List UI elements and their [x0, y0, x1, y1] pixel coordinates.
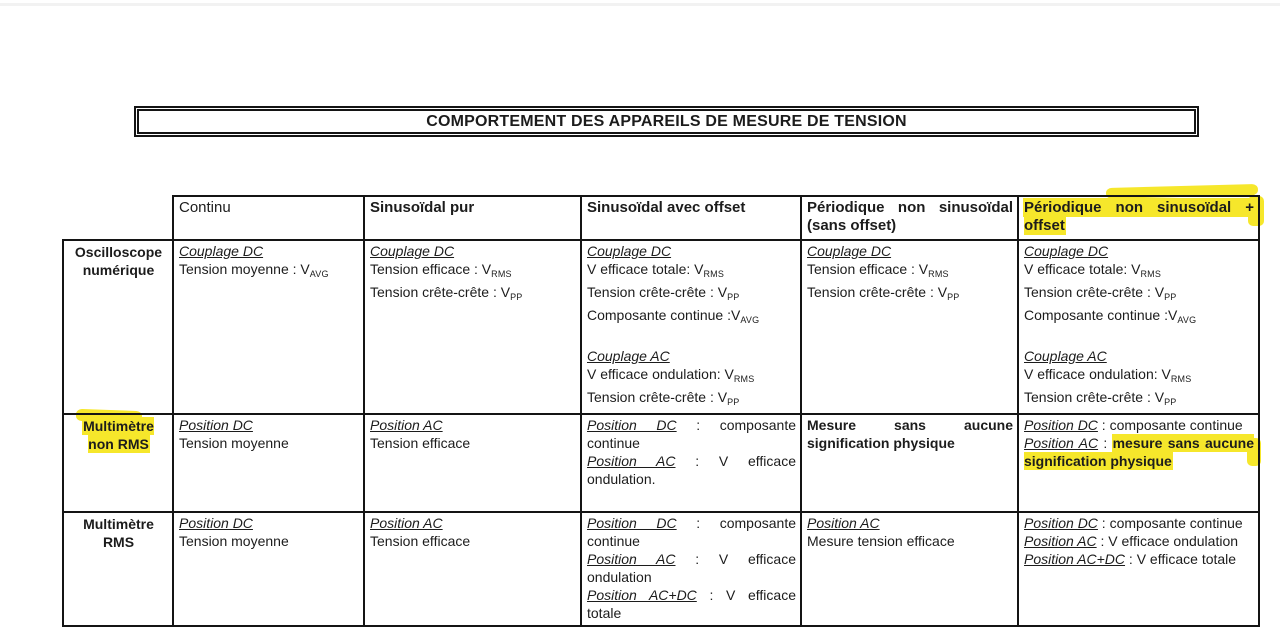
cell-paragraph — [587, 242, 796, 260]
cell-paragraph — [587, 416, 796, 452]
table-cell — [801, 512, 1018, 626]
cell-paragraph — [587, 388, 796, 411]
text-run: Sinusoïdal avec offset — [587, 199, 746, 216]
text-run: : composante continue — [1097, 417, 1243, 433]
table-cell — [581, 512, 801, 626]
text-run: AVG — [740, 315, 760, 325]
cell-paragraph — [807, 260, 1013, 283]
text-run: Tension crête-crête : V — [807, 284, 948, 300]
text-run: : composante continue — [587, 515, 797, 549]
cell-paragraph — [1024, 329, 1254, 347]
table-row — [63, 512, 1259, 626]
text-run: Couplage DC — [179, 243, 264, 259]
text-run: Position AC — [1024, 435, 1099, 451]
text-run: Oscilloscope numérique — [74, 244, 163, 278]
text-run: : V efficace ondulation — [1096, 533, 1239, 549]
text-run: RMS — [733, 374, 755, 384]
text-run: RMS — [1170, 374, 1192, 384]
text-run: Position DC — [179, 417, 253, 433]
table-cell — [1018, 512, 1259, 626]
table-cell — [364, 240, 581, 414]
cell-paragraph — [587, 260, 796, 283]
cell-paragraph — [179, 199, 359, 217]
document-title: COMPORTEMENT DES APPAREILS DE MESURE DE TENSION — [137, 109, 1196, 134]
cell-paragraph — [807, 283, 1013, 306]
table-row — [63, 240, 1259, 414]
table-row — [63, 414, 1259, 512]
row-label — [63, 240, 173, 414]
table-cell — [173, 414, 364, 512]
cell-paragraph — [587, 550, 796, 586]
cell-paragraph — [69, 515, 168, 551]
cell-paragraph — [179, 416, 359, 434]
text-run: PP — [1164, 397, 1177, 407]
text-run: Position AC — [370, 417, 443, 433]
row-label — [63, 512, 173, 626]
highlighted-text-run: mesure sans aucune signification physique — [1024, 435, 1254, 469]
text-run: Couplage AC — [587, 348, 670, 364]
cell-paragraph — [370, 514, 576, 532]
cell-paragraph — [1024, 550, 1254, 568]
cell-paragraph — [587, 283, 796, 306]
text-run: AVG — [309, 269, 329, 279]
text-run: : V efficace totale — [587, 587, 796, 621]
cell-paragraph — [370, 199, 576, 217]
text-run: V efficace ondulation: V — [1024, 366, 1171, 382]
text-run: Position AC — [1024, 533, 1097, 549]
text-run: Tension efficace : V — [370, 261, 492, 277]
text-run: Position AC — [370, 515, 443, 531]
row-label — [63, 414, 173, 512]
cell-paragraph — [69, 243, 168, 279]
cell-paragraph — [587, 365, 796, 388]
cell-paragraph — [587, 306, 796, 329]
text-run: Couplage AC — [1024, 348, 1107, 364]
text-run: Multimètre RMS — [83, 516, 154, 550]
text-run: Tension moyenne : V — [179, 261, 310, 277]
text-run: Continu — [179, 199, 231, 216]
column-header-2 — [364, 196, 581, 240]
text-run: Tension crête-crête : V — [587, 389, 728, 405]
cell-paragraph — [370, 260, 576, 283]
cell-paragraph — [807, 242, 1013, 260]
table-cell — [581, 240, 801, 414]
text-run: Position DC — [179, 515, 253, 531]
cell-paragraph — [807, 514, 1013, 532]
cell-paragraph — [1024, 514, 1254, 532]
cell-paragraph — [587, 329, 796, 347]
table-cell — [364, 512, 581, 626]
table-cell — [173, 512, 364, 626]
text-run: Couplage DC — [587, 243, 672, 259]
text-run: : V efficace totale — [1125, 551, 1237, 567]
cell-paragraph — [1024, 260, 1254, 283]
text-run: AVG — [1177, 315, 1197, 325]
text-run: Position DC — [587, 515, 677, 531]
cell-paragraph — [1024, 365, 1254, 388]
text-run: Position DC — [1024, 417, 1098, 433]
cell-paragraph — [1024, 532, 1254, 550]
table-cell — [801, 414, 1018, 512]
text-run: Position DC — [587, 417, 677, 433]
text-run: Tension moyenne — [179, 435, 289, 451]
cell-paragraph — [807, 199, 1013, 235]
cell-paragraph — [370, 532, 576, 550]
cell-paragraph — [587, 452, 796, 488]
table-cell — [1018, 240, 1259, 414]
text-run: Composante continue :V — [1024, 307, 1178, 323]
text-run: Tension moyenne — [179, 533, 289, 549]
document-title-box — [134, 106, 1199, 137]
text-run: Position AC — [587, 453, 676, 469]
text-run: RMS — [491, 269, 512, 279]
cell-paragraph — [370, 416, 576, 434]
text-run: Couplage DC — [1024, 243, 1109, 259]
column-header-5 — [1018, 196, 1259, 240]
cell-paragraph — [807, 532, 1013, 550]
cell-paragraph — [1024, 283, 1254, 306]
text-run: Tension crête-crête : V — [370, 284, 511, 300]
text-run: Tension efficace — [370, 435, 471, 451]
table-cell — [364, 414, 581, 512]
text-run: Position AC — [587, 551, 676, 567]
text-run: PP — [1164, 292, 1177, 302]
text-run: RMS — [928, 269, 949, 279]
table-cell — [581, 414, 801, 512]
text-run: Sinusoïdal pur — [370, 199, 475, 216]
corner-empty-cell — [63, 196, 173, 240]
text-run: RMS — [703, 269, 725, 279]
cell-paragraph — [370, 283, 576, 306]
text-run: PP — [727, 292, 740, 302]
cell-paragraph — [587, 199, 796, 217]
table-cell — [173, 240, 364, 414]
cell-paragraph — [1024, 416, 1254, 434]
cell-paragraph — [1024, 347, 1254, 365]
cell-paragraph — [179, 242, 359, 260]
text-run: : — [1098, 435, 1113, 451]
measurement-table — [62, 195, 1260, 627]
cell-paragraph — [179, 532, 359, 550]
cell-paragraph — [179, 514, 359, 532]
cell-paragraph — [807, 416, 1013, 452]
cell-paragraph — [179, 260, 359, 283]
text-run: Couplage DC — [370, 243, 455, 259]
text-run: : composante continue — [1097, 515, 1243, 531]
text-run: Position AC+DC — [1024, 551, 1126, 567]
cell-paragraph — [587, 347, 796, 365]
text-run: V efficace ondulation: V — [587, 366, 734, 382]
text-run: V efficace totale: V — [1024, 261, 1141, 277]
cell-paragraph — [1024, 306, 1254, 329]
column-header-1 — [173, 196, 364, 240]
text-run: PP — [510, 292, 523, 302]
text-run: : V efficace ondulation — [587, 551, 796, 585]
cell-paragraph — [1024, 388, 1254, 411]
table-cell — [1018, 414, 1259, 512]
cell-paragraph — [370, 242, 576, 260]
table-cell — [801, 240, 1018, 414]
text-run: Position DC — [1024, 515, 1098, 531]
page-top-divider — [0, 3, 1280, 6]
text-run: Mesure sans aucune signification physique — [807, 417, 1013, 451]
text-run: Tension crête-crête : V — [1024, 284, 1165, 300]
cell-paragraph — [1024, 434, 1254, 470]
text-run: Périodique non sinusoïdal (sans offset) — [807, 199, 1013, 234]
text-run: Tension crête-crête : V — [1024, 389, 1165, 405]
text-run: : V efficace ondulation. — [587, 453, 796, 487]
text-run: : composante continue — [587, 417, 797, 451]
text-run: Position AC+DC — [587, 587, 697, 603]
text-run: Tension efficace : V — [807, 261, 929, 277]
header-row — [63, 196, 1259, 240]
text-run: RMS — [1140, 269, 1162, 279]
cell-paragraph — [1024, 242, 1254, 260]
text-run: Couplage DC — [807, 243, 892, 259]
cell-paragraph — [587, 586, 796, 622]
text-run: Tension crête-crête : V — [587, 284, 728, 300]
cell-paragraph — [179, 434, 359, 452]
column-header-3 — [581, 196, 801, 240]
text-run: Position AC — [807, 515, 880, 531]
column-header-4 — [801, 196, 1018, 240]
text-run: Mesure tension efficace — [807, 533, 955, 549]
text-run: PP — [947, 292, 960, 302]
text-run: V efficace totale: V — [587, 261, 704, 277]
text-run: Composante continue :V — [587, 307, 741, 323]
cell-paragraph — [69, 417, 168, 453]
text-run: Tension efficace — [370, 533, 471, 549]
cell-paragraph — [370, 434, 576, 452]
cell-paragraph — [587, 514, 796, 550]
text-run: PP — [727, 397, 740, 407]
cell-paragraph — [1024, 199, 1254, 235]
highlighted-text-run: Périodique non sinusoïdal + offset — [1024, 199, 1254, 234]
highlighted-text-run: Multimètre non RMS — [83, 418, 154, 452]
